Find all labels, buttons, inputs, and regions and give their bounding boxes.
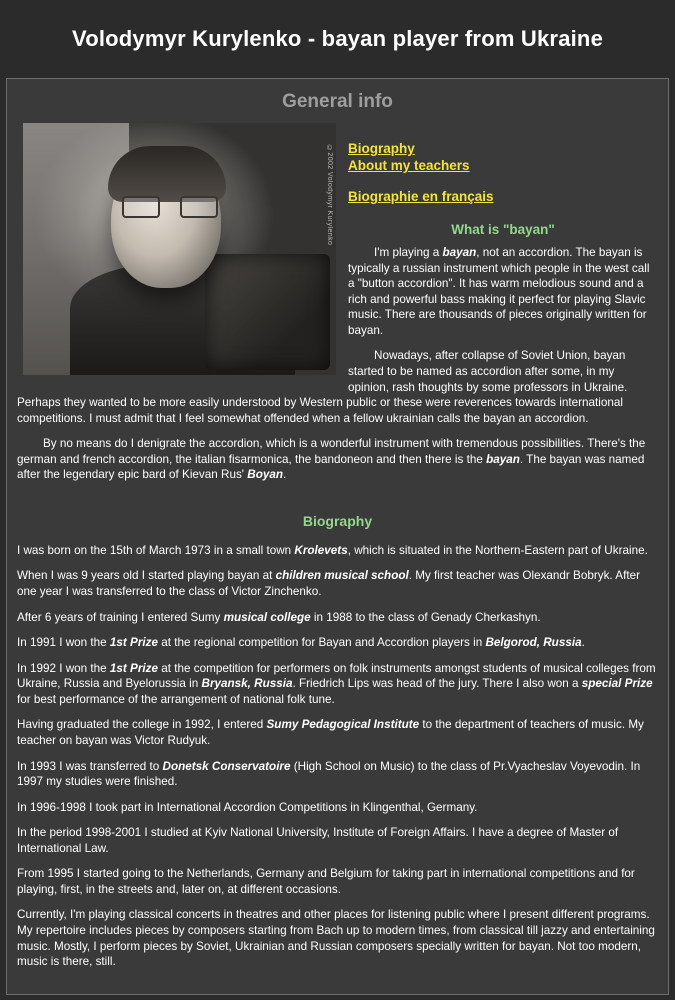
content-panel bbox=[6, 78, 669, 995]
link-biography[interactable]: Biography bbox=[348, 141, 415, 156]
photo-credit: ©2002 Volodymyr Kurylenko bbox=[326, 145, 333, 246]
portrait-image bbox=[23, 123, 336, 375]
biography-paragraph-1: I was born on the 15th of March 1973 in a small town Krolevets, which is situated in the Northern-Eastern part of Ukraine. bbox=[17, 543, 648, 557]
bayan-paragraph-3: By no means do I denigrate the accordion, which is a wonderful instrument with tremendous possibilities. There's the german and french accordion, the italian fisarmonica, the bandoneon and then there is the bayan. The bayan was named after the legendary epic bard of Kievan Rus' Boyan. bbox=[17, 437, 646, 482]
biography-paragraph-11: Currently, I'm playing classical concerts in theatres and other places for listening public where I present different programs. My repertoire includes pieces by composers starting from Bach up to modern times, from classical till jazzy and entertaining music. Mostly, I perform pieces by Soviet, Ukrainian and Russian composers specially written for bayan. Not too modern, music is there, still. bbox=[17, 908, 655, 969]
photo-hair bbox=[108, 146, 226, 202]
link-about-my-teachers[interactable]: About my teachers bbox=[348, 158, 470, 173]
page-title: Volodymyr Kurylenko - bayan player from Ukraine bbox=[71, 26, 604, 51]
general-info-block bbox=[17, 123, 658, 493]
bayan-instrument-icon bbox=[205, 254, 330, 370]
bayan-paragraph-2: Nowadays, after collapse of Soviet Union, bayan started to be named as accordion after some, in my opinion, rash thoughts by some professors in Ukraine. Perhaps they wanted to be more easily understood by Western public or these were reverences towards international competitions. I must admit that I feel somewhat offended when a fellow ukrainian calls the bayan an accordion. bbox=[17, 349, 628, 425]
biography-paragraph-3: After 6 years of training I entered Sumy musical college in 1988 to the class of Genady Cherkashyn. bbox=[17, 610, 541, 624]
page-header bbox=[0, 0, 675, 78]
link-biographie-en-francais[interactable]: Biographie en français bbox=[348, 189, 494, 204]
biography-paragraph-7: In 1993 I was transferred to Donetsk Conservatoire (High School on Music) to the class of Pr.Vyacheslav Voyevodin. In 1997 my studies were finished. bbox=[17, 759, 641, 789]
biography-paragraph-2: When I was 9 years old I started playing bayan at children musical school. My first teacher was Olexandr Bobryk. After one year I was transferred to the class of Victor Zinchenko. bbox=[17, 569, 640, 598]
biography-paragraph-4: In 1991 I won the 1st Prize at the regional competition for Bayan and Accordion players in Belgorod, Russia. bbox=[17, 636, 585, 650]
biography-heading: Biography bbox=[302, 512, 373, 529]
biography-paragraph-10: From 1995 I started going to the Netherlands, Germany and Belgium for taking part in international competitions and for playing, first, in the streets and, later on, at different occasions. bbox=[17, 867, 635, 896]
portrait-photo bbox=[23, 123, 336, 375]
biography-paragraph-8: In 1996-1998 I took part in International Accordion Competitions in Klingenthal, Germany. bbox=[17, 800, 478, 814]
biography-paragraph-9: In the period 1998-2001 I studied at Kyiv National University, Institute of Foreign Affairs. I have a degree of Master of International Law. bbox=[17, 826, 619, 855]
bayan-paragraph-1: I'm playing a bayan, not an accordion. The bayan is typically a russian instrument which people in the west call a "button accordion". It has warm melodious sound and a rich and powerful bass making it perfect for playing Slavic music. There are thousands of pieces originally written for bayan. bbox=[348, 246, 650, 337]
biography-paragraph-6: Having graduated the college in 1992, I entered Sumy Pedagogical Institute to the department of teachers of music. My teacher on bayan was Victor Rudyuk. bbox=[17, 718, 644, 747]
biography-paragraph-5: In 1992 I won the 1st Prize at the competition for performers on folk instruments amongst students of musical colleges from Ukraine, Russia and Byelorussia in Bryansk, Russia. Friedrich Lips was head of the jury. There I also won a special Prize for best performance of the arrangement of national folk tune. bbox=[17, 661, 656, 706]
general-info-heading: General info bbox=[282, 91, 393, 112]
what-is-bayan-heading: What is "bayan" bbox=[451, 222, 555, 237]
glasses-icon bbox=[120, 196, 220, 214]
